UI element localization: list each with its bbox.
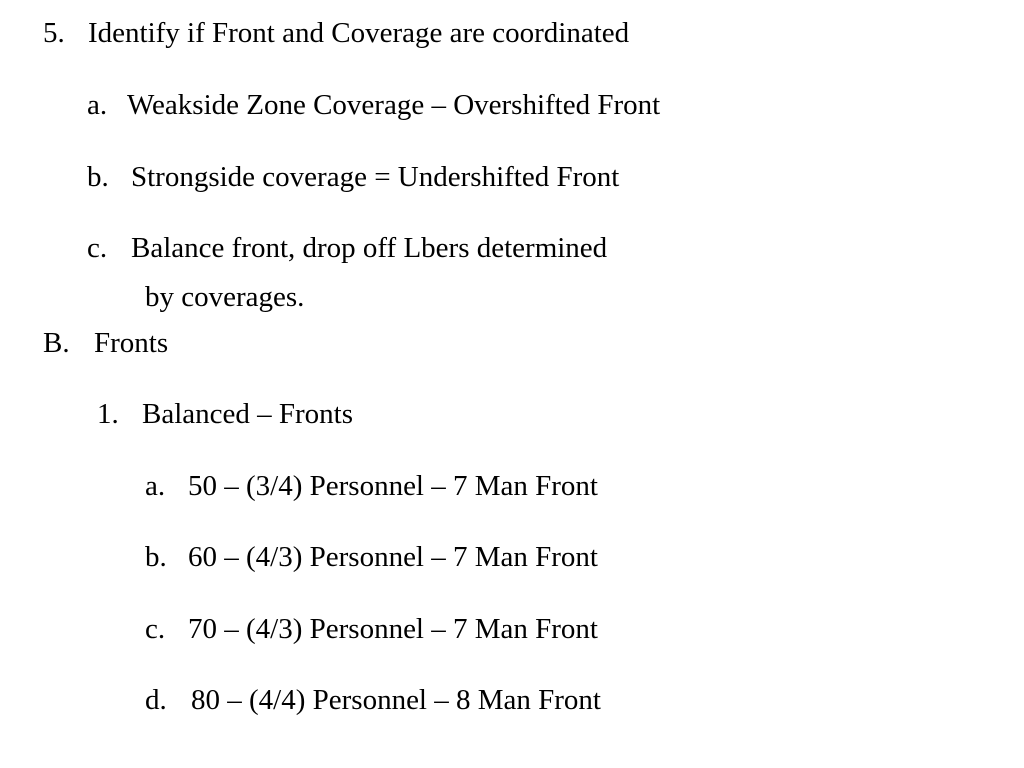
item-b1-text: Balanced – Fronts — [142, 398, 354, 430]
section-b-text: Fronts — [94, 327, 169, 359]
outline-item-b1 — [97, 400, 353, 429]
item-b1-marker: 1. — [97, 398, 119, 430]
outline-item-5c-continuation — [145, 283, 304, 312]
item-5c-continuation-text: by coverages. — [145, 281, 305, 313]
item-b1b-text: 60 – (4/3) Personnel – 7 Man Front — [188, 541, 598, 573]
item-5-marker: 5. — [43, 17, 65, 49]
item-b1c-text: 70 – (4/3) Personnel – 7 Man Front — [188, 613, 598, 645]
item-5a-text: Weakside Zone Coverage – Overshifted Front — [127, 89, 661, 121]
item-b1d-marker: d. — [145, 684, 167, 716]
outline-item-5 — [43, 19, 629, 48]
item-5c-text: Balance front, drop off Lbers determined — [131, 232, 608, 264]
item-b1a-marker: a. — [145, 470, 166, 502]
item-5b-text: Strongside coverage = Undershifted Front — [131, 161, 620, 193]
outline-item-5b — [87, 163, 619, 192]
item-5b-marker: b. — [87, 161, 109, 193]
outline-section-b — [43, 329, 168, 358]
item-5-text: Identify if Front and Coverage are coordinated — [88, 17, 630, 49]
outline-item-5c — [87, 234, 607, 263]
item-5c-marker: c. — [87, 232, 108, 264]
item-b1b-marker: b. — [145, 541, 167, 573]
outline-item-5a — [87, 91, 660, 120]
section-b-marker: B. — [43, 327, 70, 359]
item-b1d-text: 80 – (4/4) Personnel – 8 Man Front — [191, 684, 601, 716]
item-b1a-text: 50 – (3/4) Personnel – 7 Man Front — [188, 470, 598, 502]
item-b1c-marker: c. — [145, 613, 166, 645]
outline-item-b1a — [145, 472, 598, 501]
outline-item-b1d — [145, 686, 601, 715]
outline-item-b1c — [145, 615, 598, 644]
item-5a-marker: a. — [87, 89, 108, 121]
outline-item-b1b — [145, 543, 598, 572]
